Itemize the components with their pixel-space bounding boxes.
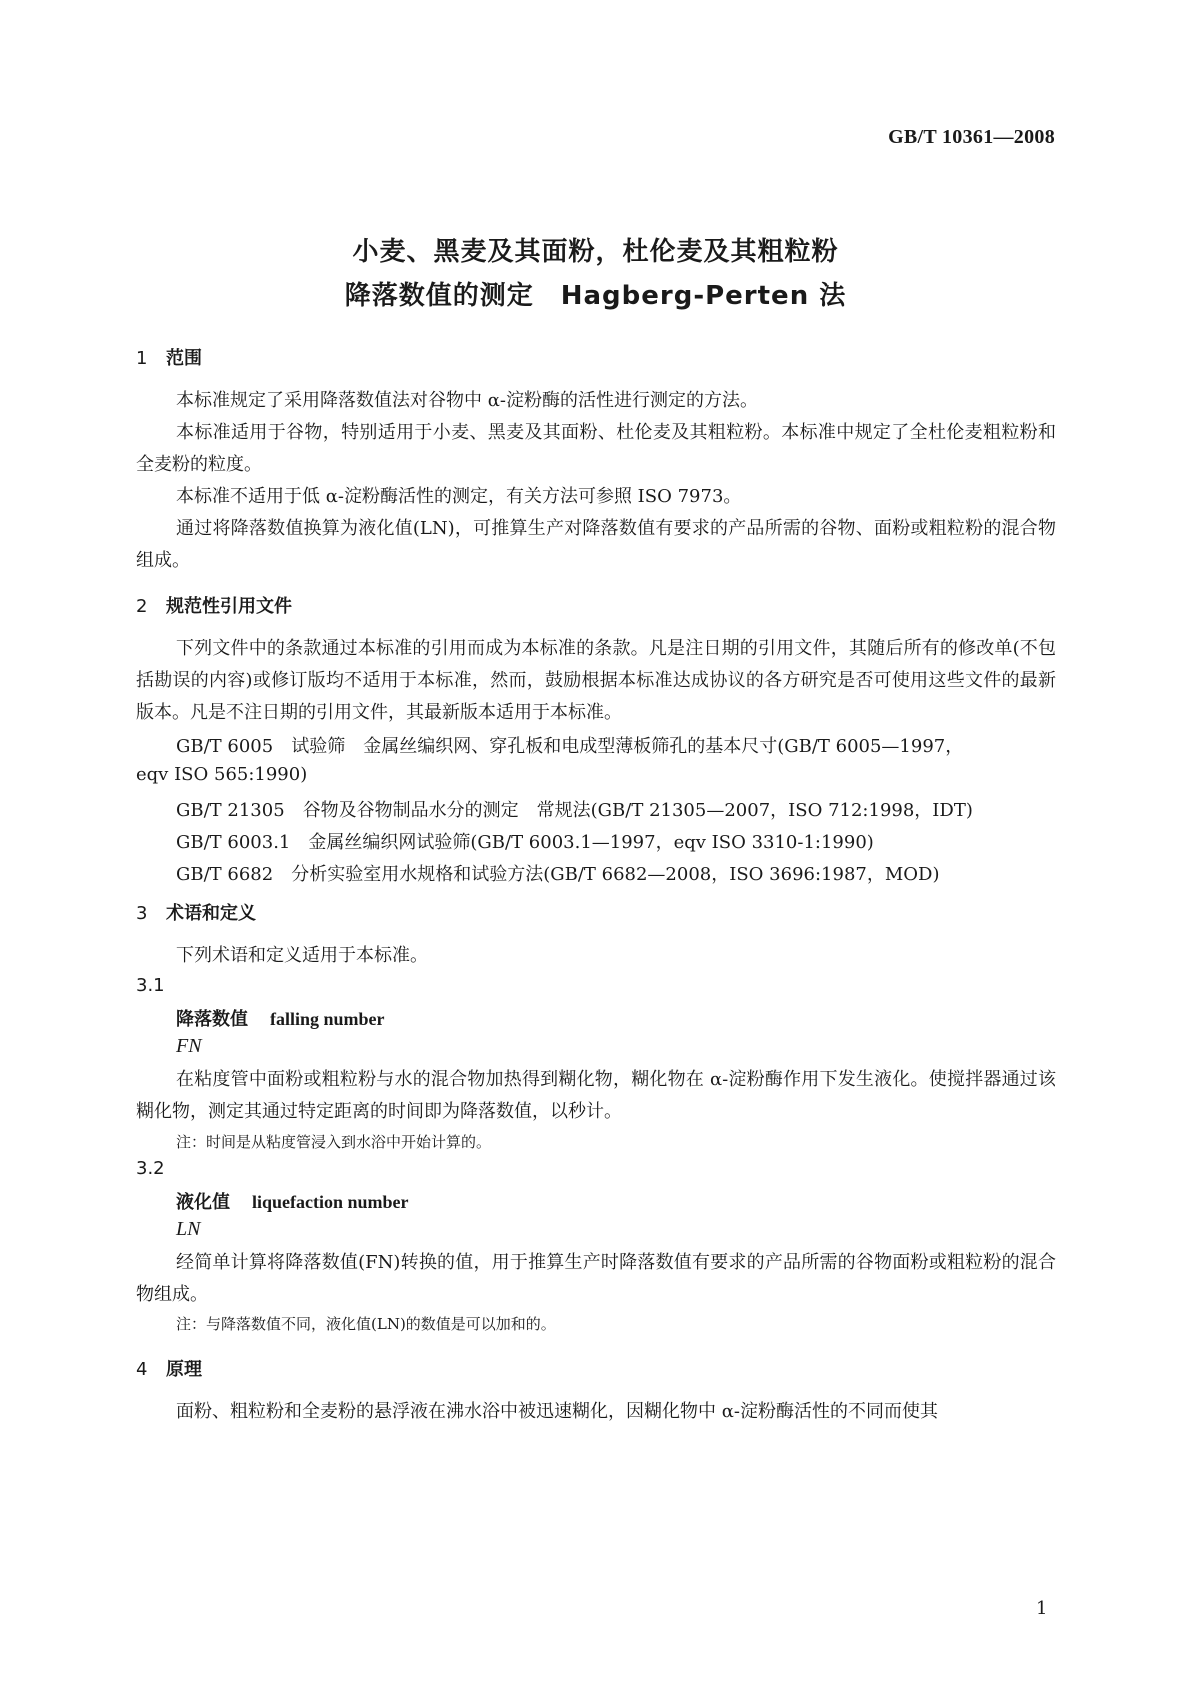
section-number: 4 (136, 1359, 148, 1380)
paragraph: 通过将降落数值换算为液化值(LN)，可推算生产对降落数值有要求的产品所需的谷物、面粉或粗粒粉的混合物组成。 (136, 518, 1056, 571)
section-title: 规范性引用文件 (166, 596, 292, 617)
document-title-line-2: 降落数值的测定 Hagberg-Perten 法 (344, 281, 847, 311)
paragraph: 本标准适用于谷物，特别适用于小麦、黑麦及其面粉、杜伦麦及其粗粒粉。本标准中规定了全杜伦麦粗粒粉和全麦粉的粒度。 (136, 422, 1056, 475)
normative-reference: GB/T 6003.1 金属丝编织网试验筛(GB/T 6003.1—1997，eqv ISO 3310-1:1990) (176, 832, 874, 853)
note: 注：与降落数值不同，液化值(LN)的数值是可以加和的。 (176, 1315, 556, 1333)
standard-number: GB/T 10361—2008 (888, 126, 1055, 148)
term-chinese: 降落数值 (176, 1009, 248, 1030)
definition: 在粘度管中面粉或粗粒粉与水的混合物加热得到糊化物，糊化物在 α-淀粉酶作用下发生液化。使搅拌器通过该糊化物，测定其通过特定距离的时间即为降落数值，以秒计。 (136, 1069, 1056, 1122)
normative-reference: GB/T 6682 分析实验室用水规格和试验方法(GB/T 6682—2008，ISO 3696:1987，MOD) (176, 864, 940, 885)
section-2-heading (136, 592, 292, 618)
section-title: 原理 (166, 1359, 202, 1380)
term-english: liquefaction number (252, 1192, 409, 1212)
clause-number: 3.2 (136, 1158, 165, 1179)
normative-reference: GB/T 21305 谷物及谷物制品水分的测定 常规法(GB/T 21305—2007，ISO 712:1998，IDT) (176, 800, 973, 821)
note: 注：时间是从粘度管浸入到水浴中开始计算的。 (176, 1133, 492, 1151)
definition: 经简单计算将降落数值(FN)转换的值，用于推算生产时降落数值有要求的产品所需的谷物面粉或粗粒粉的混合物组成。 (136, 1252, 1056, 1305)
paragraph: 下列文件中的条款通过本标准的引用而成为本标准的条款。凡是注日期的引用文件，其随后所有的修改单(不包括勘误的内容)或修订版均不适用于本标准，然而，鼓励根据本标准达成协议的各方研究是否可使用这些文件的最新版本。凡是不注日期的引用文件，其最新版本适用于本标准。 (136, 638, 1056, 723)
section-3-heading (136, 899, 256, 925)
term-entry (176, 1188, 409, 1214)
paragraph: 本标准不适用于低 α-淀粉酶活性的测定，有关方法可参照 ISO 7973。 (176, 486, 742, 507)
term-chinese: 液化值 (176, 1192, 230, 1213)
document-title-line-1: 小麦、黑麦及其面粉，杜伦麦及其粗粒粉 (352, 237, 839, 267)
clause-number: 3.1 (136, 975, 165, 996)
term-entry (176, 1005, 385, 1031)
normative-reference: GB/T 6005 试验筛 金属丝编织网、穿孔板和电成型薄板筛孔的基本尺寸(GB/T 6005—1997， (176, 736, 964, 757)
term-english: falling number (270, 1009, 385, 1029)
section-title: 范围 (166, 348, 202, 369)
term-abbreviation: LN (176, 1218, 201, 1240)
section-number: 1 (136, 348, 148, 369)
paragraph: 面粉、粗粒粉和全麦粉的悬浮液在沸水浴中被迅速糊化，因糊化物中 α-淀粉酶活性的不同而使其 (176, 1401, 938, 1422)
paragraph: 本标准规定了采用降落数值法对谷物中 α-淀粉酶的活性进行测定的方法。 (176, 390, 758, 411)
section-number: 3 (136, 903, 148, 924)
section-4-heading (136, 1355, 202, 1381)
section-1-heading (136, 344, 202, 370)
term-abbreviation: FN (176, 1035, 202, 1057)
section-title: 术语和定义 (166, 903, 256, 924)
page-number: 1 (1036, 1598, 1048, 1619)
normative-reference-continued: eqv ISO 565:1990) (136, 764, 308, 785)
paragraph: 下列术语和定义适用于本标准。 (176, 945, 428, 966)
section-number: 2 (136, 596, 148, 617)
